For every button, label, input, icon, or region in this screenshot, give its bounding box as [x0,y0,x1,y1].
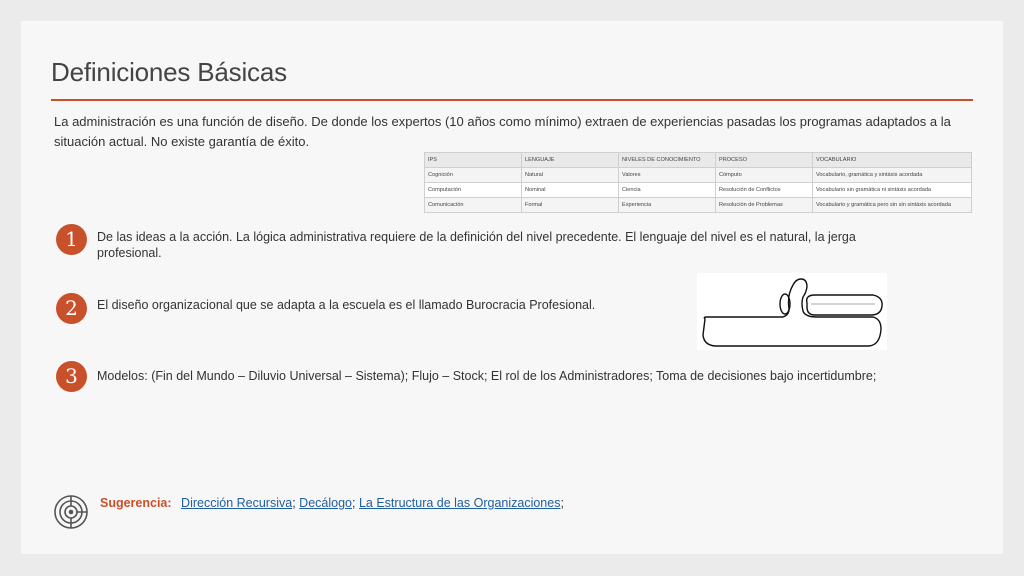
spiral-target-icon [53,494,89,530]
point-text-1: De las ideas a la acción. La lógica administrativa requiere de la definición del nivel precedente. El lenguaje del nivel es el natural, la jerga profesional. [97,230,856,260]
suggestion-label: Sugerencia: [100,496,172,510]
slide [21,21,1003,554]
table-cell: Formal [522,198,619,213]
table-cell: Computación [425,183,522,198]
link-direccion-recursiva[interactable]: Dirección Recursiva [181,496,293,510]
table-header-row [425,153,972,168]
table-header-cell: PROCESO [716,153,813,168]
table-cell: Vocabulario sin gramática ni sintáxis acordada [813,183,972,198]
link-separator: ; [352,496,356,510]
table-cell: Resolución de Conflictos [716,183,813,198]
table-header-cell: VOCABULARIO [813,153,972,168]
table-cell: Natural [522,168,619,183]
table-cell: Cognición [425,168,522,183]
table-row [425,198,972,213]
table-row [425,168,972,183]
link-estructura-organizaciones[interactable]: La Estructura de las Organizaciones [358,496,561,510]
point-number-3: 3 [56,361,87,392]
title-rule [51,99,973,101]
point-number-2: 2 [56,293,87,324]
table-header-cell: LENGUAJE [522,153,619,168]
slide-title: Definiciones Básicas [51,57,287,87]
ips-table [424,152,972,213]
table-cell: Resolución de Problemas [716,198,813,213]
point-text-3: Modelos: (Fin del Mundo – Diluvio Universal – Sistema); Flujo – Stock; El rol de los Administradores; Toma de decisiones bajo incertidumbre; [97,369,877,383]
org-diagram-sketch [697,273,887,350]
table-cell: Comunicación [425,198,522,213]
point-text-2: El diseño organizacional que se adapta a la escuela es el llamado Burocracia Profesional. [97,298,596,312]
table-header-cell: NIVELES DE CONOCIMIENTO [619,153,716,168]
intro-text: La administración es una función de diseño. De donde los expertos (10 años como mínimo) extraen de experiencias pasadas los programas adaptados a la situación actual. No existe garantía de éxito. [54,114,951,149]
table-cell: Ciencia [619,183,716,198]
table-header-cell: IPS [425,153,522,168]
table-cell: Vocabulario y gramática pero sin sin sintáxis acordada [813,198,972,213]
point-number-1: 1 [56,224,87,255]
table-cell: Valores [619,168,716,183]
link-separator: ; [560,496,564,510]
suggestion-line [100,496,564,510]
table-cell: Cómputo [716,168,813,183]
table-cell: Nominal [522,183,619,198]
link-separator: ; [292,496,296,510]
table-row [425,183,972,198]
table-cell: Experiencia [619,198,716,213]
table-cell: Vocabulario, gramática y sintáxis acordada [813,168,972,183]
link-decalogo[interactable]: Decálogo [299,496,352,510]
